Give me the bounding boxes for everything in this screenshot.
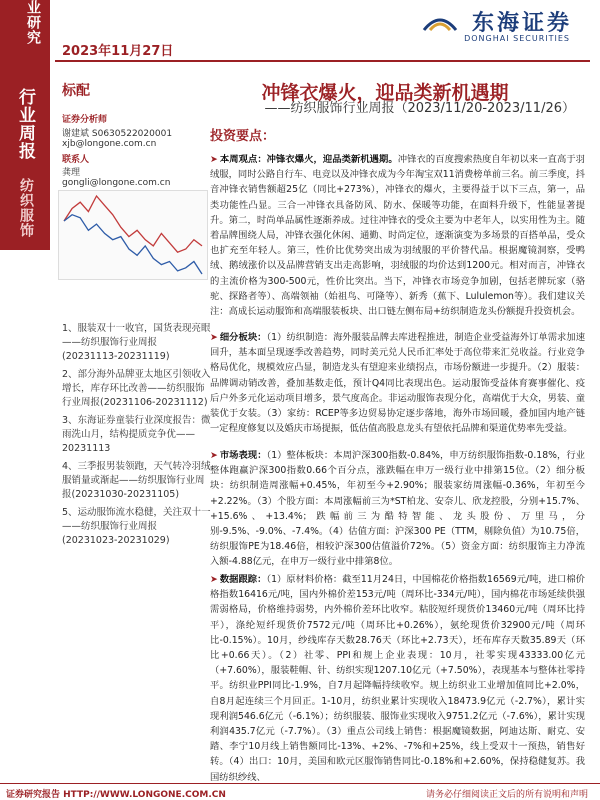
analyst-line (62, 126, 172, 139)
footer-right: 请务必仔细阅读正文后的所有说明和声明 (425, 790, 588, 800)
bullet-icon: ➤ (210, 332, 218, 343)
related-report-item[interactable]: 4、三季报男装领跑，天气转冷羽绒服销量或渐起——纺织服饰行业周报(20231030-20231105) (62, 461, 211, 500)
bullet-icon: ➤ (210, 450, 218, 461)
bullet-icon: ➤ (210, 574, 218, 585)
para-body: （1）整体板块：本周沪深300指数-0.84%，申万纺织服饰指数-0.18%，行业整体跑赢沪深300指数0.66个百分点，涨跌幅在申万一级行业中排第15位。（2）细分板块：纺织制造周涨幅+0.45%，年初至今+2.90%；服装家纺周涨幅-0.36%，年初至今+2.22%。（3）个股方面：本周涨幅前三为*ST柏龙、安奈儿、欣龙控股，分别+15.7%、+15.6%、+13.4%；跌幅前三为酷特智能、龙头股份、万里马，分别-9.5%、-9.0%、-7.4%。（4）估值方面：沪深300 PE（TTM，剔除负值）为10.75倍，纺织服饰PE为18.46倍，相较沪深300估值溢价72%。（5）资金方面：纺织服饰主力净流入额-4.88亿元，在申万一级行业中排第8位。 (210, 450, 585, 568)
performance-chart (58, 190, 208, 280)
related-report-item[interactable]: 5、运动服饰流水稳健，关注双十一——纺织服饰行业周报(20231023-20231029) (62, 507, 211, 546)
related-report-item[interactable]: 2、部分海外品牌亚太地区引领收入增长，库存环比改善——纺织服饰行业周报(20231106-20231112) (62, 369, 211, 408)
sidebar-sector-label: 纺织服饰 (18, 178, 34, 238)
logo-mark-icon (420, 8, 460, 36)
related-report-item[interactable]: 3、东海证券童装行业深度报告：微雨洗山月，结构提质竞争优——20231113 (62, 415, 211, 454)
related-report-item[interactable]: 1、服装双十一收官，国货表现亮眼——纺织服饰行业周报(20231113-20231119) (62, 323, 211, 362)
para-lead: 细分板块： (219, 332, 267, 343)
report-date: 2023年11月27日 (62, 44, 174, 59)
footer-rule (0, 783, 600, 784)
para-body: （1）原材料价格：截至11月24日，中国棉花价格指数16569元/吨，进口棉价格指数16416元/吨，国内外棉价差153元/吨（周环比-334元/吨），国内棉花市场延续供强需弱格局，价格维持弱势，内外棉价差环比收窄。粘胶短纤现货价13460元/吨（周环比持平），涤纶短纤现货价7572元/吨（周环比+0.26%），氨纶现货价32900元/吨（周环比-0.15%）。10月，纱线库存天数28.76天（环比+2.73天），坯布库存天数35.89天（环比+0.66天）。（2）社零、PPI和规上企业表现：10月，社零实现43333.00亿元（+7.60%），服装鞋帽、针、纺织实现1207.10亿元（+7.50%），表现基本与整体社零持平。纺织业PPI同比-1.9%，自7月起降幅持续收窄。规上纺织业工业增加值同比+2.0%，自8月起连续三个月回正。1-10月，纺织业累计实现收入18473.9亿元（-2.7%），累计实现利润546.6亿元（-6.1%）；纺织服装、服饰业实现收入9751.2亿元（-7.6%），累计实现利润435.7亿元（-7.7%）。（3）重点公司线上销售：根据魔镜数据，阿迪达斯、耐克、安踏、李宁10月线上销售额同比-13%、+2%、-7%和+25%，线上受双十一预热，销售好转。（4）出口：10月，美国和欧元区服饰销售同比-0.18%和+2.60%，保持稳健复苏。我国纺织纱线、 (210, 574, 585, 783)
logo-subtext: DONGHAI SECURITIES (464, 34, 570, 43)
para-segments (210, 330, 585, 436)
analyst-name: 谢建斌 (62, 129, 90, 139)
analyst-email: xjb@longone.com.cn (62, 139, 157, 149)
para-lead: 数据跟踪： (219, 574, 267, 585)
para-body: （1）纺织制造：海外服装品牌去库进程推进，制造企业受益海外订单需求加速回升，基本面呈现逐季改善趋势，同时美元兑人民币汇率处于高位带来汇兑收益。行业竞争格局优化，规模效应凸显，制造龙头有望迎来业绩拐点，市场份额进一步提升。（2）服装：品牌调动销改善，叠加基数走低，预计Q4同比表现出色。运动服饰受益体育赛事催化、疫后户外多元化运动项目增多，景气度高企。非运动服饰表现分化，高端优于大众，男装、童装优于女装。（3）家纺：RCEP等多边贸易协定逐步落地，海外市场回暖，叠加国内地产链一定程度修复以及婚庆市场提振，低估值高股息龙头有望依托品牌和渠道优势率先受益。 (210, 332, 585, 435)
related-reports (62, 322, 212, 552)
para-body: 冲锋衣的百度搜索热度自年初以来一直高于羽绒服，同时公路自行车、电竞以及冲锋衣成为今年淘宝双11消费榜单前三名。前三季度，抖音冲锋衣销售额超25亿（同比+273%），冲锋衣的爆火，主要得益于以下三点，第一，品类功能性凸显。三合一冲锋衣具备防风、防水、保暖等功能，在面料升级下，性能显著提升。第二，时尚单品属性逐渐养成。过往冲锋衣的受众主要为中老年人，以实用性为主。随着品牌围绕人局，冲锋衣强化休闲、通勤、时尚定位，逐渐演变为多场景的百搭单品，受众也扩充至年轻人。第三，性价比优势突出成为羽绒服的平价替代品。根据魔镜洞察，受鸭绒、鹅绒涨价以及品牌营销支出走高影响，羽绒服的均价达到1200元。相对而言，冲锋衣的主流价格为300-500元，性价比突出。当下，冲锋衣市场竞争加剧，包括老牌玩家（骆驼、探路者等）、高端领袖（始祖鸟、可隆等）、新秀（蕉下、Lululemon等）。我们建议关注：高成长运动服饰和高端服装板块、出口链左侧布局+纺织制造龙头份额提升投资机会。 (210, 154, 585, 318)
rating-label: 标配 (62, 83, 90, 99)
analyst-label: 证券分析师 (62, 115, 108, 125)
para-lead: 市场表现： (219, 450, 267, 461)
contact-label: 联系人 (62, 155, 90, 165)
para-data (210, 572, 585, 785)
contact-name: 龚理 (62, 168, 81, 178)
footer-left: 证券研究报告 HTTP://WWW.LONGONE.COM.CN (6, 790, 226, 800)
para-lead: 本周观点：冲锋衣爆火，迎品类新机遇期。 (219, 154, 398, 165)
header-rule (55, 60, 590, 62)
para-market (210, 448, 585, 570)
analyst-license: S0630522020001 (91, 129, 173, 139)
report-title: 冲锋衣爆火，迎品类新机遇期 (261, 82, 509, 104)
para-view (210, 152, 585, 319)
bullet-icon: ➤ (210, 154, 218, 165)
sidebar-industry-label: 行业周报 (15, 88, 35, 160)
sidebar-top-label: 业研究 (25, 0, 41, 45)
contact-email: gongli@longone.com.cn (62, 178, 171, 188)
report-subtitle: ——纺织服饰行业周报（2023/11/20-2023/11/26） (264, 101, 575, 116)
key-points-title: 投资要点： (210, 129, 276, 144)
logo-text: 东海证券 (471, 11, 572, 36)
